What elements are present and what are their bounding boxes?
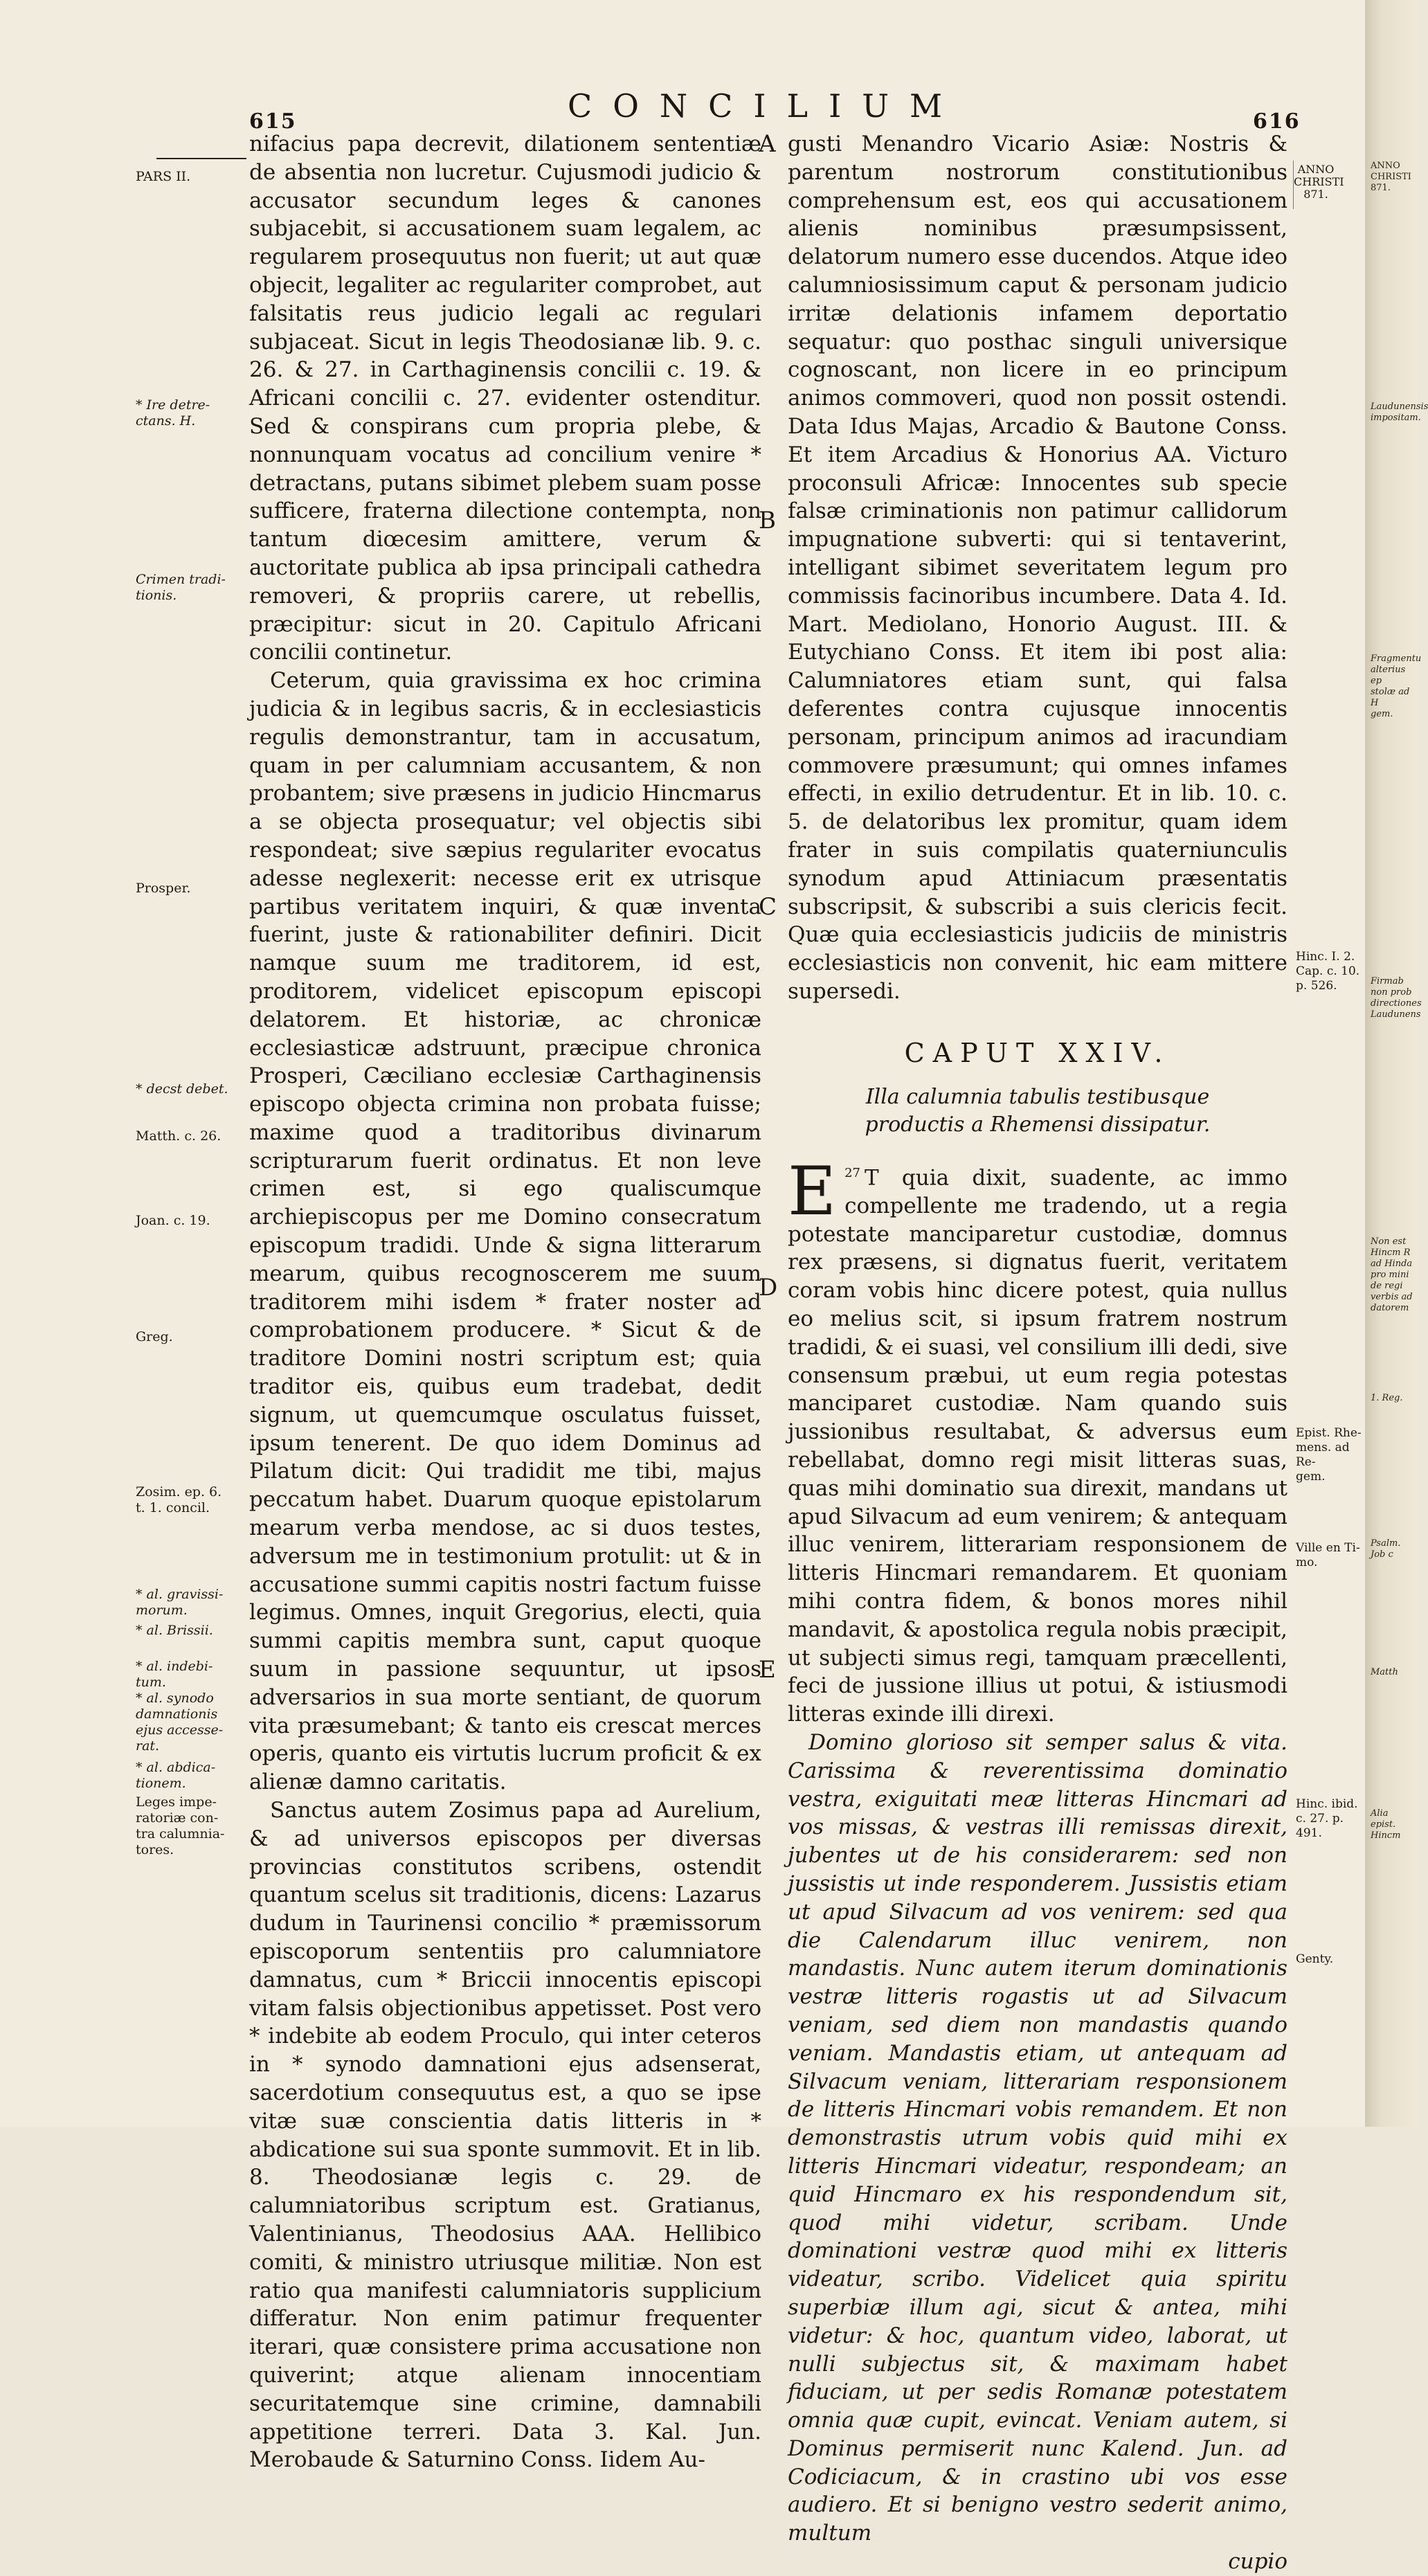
margin-note: Ville en Ti- mo. xyxy=(1296,1541,1360,1569)
chapter-heading: CAPUT XXIV. xyxy=(904,1037,1171,1068)
running-title: CONCILIUM xyxy=(568,87,964,125)
margin-note: * Ire detre- ctans. H. xyxy=(136,397,210,429)
anno-christi-box: ANNO CHRISTI 871. xyxy=(1293,161,1338,209)
margin-note: Matth xyxy=(1371,1667,1398,1677)
margin-note: Zosim. ep. 6. t. 1. concil. xyxy=(136,1484,222,1515)
paragraph xyxy=(788,1152,1287,1729)
paragraph: gusti Menandro Vicario Asiæ: Nostris & parentum nostrorum constitutionibus comprehensum est, eos qui accusationem alienis nominibus præsumpsissent, delatorum numero esse ducendos. Atque ideo calumniosissimum caput & personam judicio irritæ delationis infamem deportatio sequatur: quo posthac singuli universique cognoscant, non licere in eo principum animos commoveri, quod non possit ostendi. Data Idus Majas, Arcadio & Bautone Conss. Et item Arcadius & Honorius AA. Victuro proconsuli Africæ: Innocentes sub specie falsæ criminationis non patimur callidorum impugnatione subverti: qui si tentaverint, intelligant sibimet severitatem legum pro commissis facinoribus incumbere. Data 4. Id. Mart. Mediolano, Honorio August. III. & Eutychiano Conss. Et item ibi post alia: Calumniatores etiam sunt, qui falsa deferentes contra cujusque innocentis personam, principum animos ad iracundiam commovere præsumunt; qui omnes infames effecti, in exilio detrudentur. Et in lib. 10. c. 5. de delatoribus lex promitur, quam idem frater in suis compilatis quaterniunculis synodum apud Attiniacum præsentatis subscripsit, & subscribi a suis clericis fecit. Quæ quia ecclesiasticis judiciis de ministris ecclesiasticis non convenit, hic eam mittere supersedi. xyxy=(788,132,1287,1004)
left-text-column xyxy=(249,130,761,2474)
margin-note: ANNO CHRISTI 871. xyxy=(1371,161,1411,193)
margin-note: Leges impe- ratoriæ con- tra calumnia- tores. xyxy=(136,1794,225,1857)
margin-note: Matth. c. 26. xyxy=(136,1128,222,1144)
margin-note: Firmab non prob directiones Laudunens xyxy=(1371,976,1422,1020)
margin-note: Crimen tradi- tionis. xyxy=(136,572,226,603)
margin-note: Non est Hincm R ad Hinda pro mini de regi verbis ad datorem xyxy=(1371,1236,1413,1313)
margin-note: Joan. c. 19. xyxy=(136,1213,210,1228)
letter-paragraph: Domino glorioso sit semper salus & vita. Carissima & reverentissima dominatio vestra, exiguitati meæ litteras Hincmari ad vos missas, & vestras illi remissas direxit, jubentes ut de his considerarem: sed non jussistis ut inde responderem. Jussistis etiam ut apud Silvacum ad vos venirem: sed qua die Calendarum illuc venirem, non mandastis. Nunc autem iterum dominationis vestræ litteris rogastis ut ad Silvacum veniam, sed diem non mandastis quando veniam. Mandastis etiam, ut antequam ad Silvacum veniam, litterariam responsionem de litteris Hincmari vobis remandem. Et non demonstrastis utrum vobis quid mihi ex litteris Hincmari videatur, respondeam; an quid Hincmaro ex his respondendum sit, quod mihi videtur, scribam. Unde dominationi vestræ quod mihi ex litteris videatur, scribo. Videlicet quia spiritu superbiæ illum agi, sicut & antea, mihi videtur: & hoc, quantum video, laborat, ut nulli subjectus sit, & maximam habet fiduciam, ut per sedis Romanæ potestatem omnia quæ cupit, evincat. Veniam autem, si Dominus permiserit nunc Kalend. Jun. ad Codiciacum, & in crastino ubi vos esse audiero. Et si benigno vestro sederit animo, multum xyxy=(788,1729,1287,2546)
margin-note: * decst debet. xyxy=(136,1081,228,1097)
section-letter: D xyxy=(759,1274,778,1301)
header-rule xyxy=(156,158,246,159)
margin-note: Fragmentu alterius ep stolæ ad H gem. xyxy=(1371,654,1422,719)
paragraph: Ceterum, quia gravissima ex hoc crimina judicia & in legibus sacris, & in ecclesiasticis regulis demonstrantur, tam in accusatum, quam in per calumniam accusantem, & non probantem; sive præsens in judicio Hincmarus a se objecta prosequatur; vel objectis sibi respondeat; sive sæpius regulariter evocatus adesse neglexerit: necesse erit ex utrisque partibus veritatem inquiri, & quæ inventa fuerint, juste & rationabiliter definiri. Dicit namque suum me traditorem, id est, proditorem, videlicet episcopum episcopi delatorem. Et historiæ, ac chronicæ ecclesiasticæ adstruunt, præcipue chronica Prosperi, Cæciliano ecclesiæ Carthaginensis episcopo objecta crimina non probata fuisse; maxime quod a traditoribus divinarum scripturarum fuerit ordinatus. Et non leve crimen est, si ego qualiscumque archiepiscopus per me Domino consecratum episcopum tradidi. Unde & signa litterarum mearum, quibus recognoscerem me suum traditorem mihi isdem * frater noster ad comprobationem producere. * Sicut & de traditore Domini nostri scriptum est; quia traditor eis, quibus eum tradebat, dedit signum, ut quemcumque osculatus fuisset, ipsum tenerent. De quo idem Dominus ad Pilatum dicit: Qui tradidit me tibi, majus peccatum habet. Duarum quoque epistolarum mearum verba mendose, ac si duos testes, adversum me in testimonium protulit: ut & in accusatione summi capitis nostri factum fuisse legimus. Omnes, inquit Gregorius, electi, quia summi capitis membra sunt, caput quoque suum in passione sequuntur, ut ipsos adversarios in sua morte sentiant, de quorum vita præsumebant; & tanto eis crescat merces operis, quanto eis virtutis lucrum proficit & ex alienæ damno caritatis. xyxy=(249,668,761,1795)
margin-note: * al. abdica- tionem. xyxy=(136,1760,216,1791)
paragraph: Sanctus autem Zosimus papa ad Aurelium, & ad universos episcopos per diversas provincias constitutos scribens, ostendit quantum scelus sit traditionis, dicens: Lazarus dudum in Taurinensi concilio * præmissorum episcoporum sententiis pro calumniatore damnatus, cum * Briccii innocentis episcopi vitam falsis objectionibus appetisset. Post vero * indebite ab eodem Proculo, qui inter ceteros in * synodo damnationi ejus adsenserat, sacerdotium consequutus est, a quo se ipse vitæ suæ conscientia datis litteris in * abdicatione sui sua sponte summovit. Et in lib. 8. Theodosianæ legis c. 29. de calumniatoribus scriptum est. Gratianus, Valentinianus, Theodosius AAA. Hellibico comiti, & ministro utriusque militiæ. Non est ratio qua manifesti calumniatoris supplicium differatur. Non enim patimur frequenter iterari, quæ consistere prima accusatione non quiverint; atque alienam innocentiam securitatemque sine crimine, damnabili appetitione terreri. Data 3. Kal. Jun. Merobaude & Saturnino Conss. Iidem Au- xyxy=(249,1798,761,2473)
facing-page-edge xyxy=(1371,0,1428,2127)
paragraph: nifacius papa decrevit, dilationem sententiæ de absentia non lucretur. Cujusmodi judicio & accusator secundum leges & canones subjacebit, si accusationem suam legalem, ac regularem prosequutus non fuerit; ut aut quæ objecit, legaliter ac regulariter comprobet, aut falsitatis reus judicio legali ac regulari subjaceat. Sicut in legis Theodosianæ lib. 9. c. 26. & 27. in Carthaginensis concilii c. 19. & Africani concilii c. 27. evidenter ostenditur. Sed & conspirans cum propria plebe, & nonnunquam vocatus ad concilium venire * detractans, putans sibimet plebem suam posse sufficere, fraterna dilectione contempta, non tantum diœcesim amittere, verum & auctoritate publica ab ipsa principali cathedra removeri, & propriis carere, ut rebellis, præcipitur: sicut in 20. Capitulo Africani concilii continetur. xyxy=(249,132,761,665)
margin-note: Hinc. I. 2. Cap. c. 10. p. 526. xyxy=(1296,950,1360,993)
paragraph-text: T quia dixit, suadente, ac immo compellente me tradendo, ut a regia potestate manciparetur custodiæ, domnus rex præsens, si dignatus fuerit, veritatem coram vobis hinc dicere potest, quia nullus eo melius scit, si ipsum fratrem nostrum tradidi, & ei suasi, vel consilium illi dedi, sive consensum præbui, ut eum regia potestas manciparet custodiæ. Nam quando suis jussionibus resultabat, & adversus eum rebellabat, domno regi misit litteras suas, quas mihi dominatio sua direxit, mandans ut apud Silvacum ad eum venirem; & antequam illuc venirem, litterariam responsionem de litteris Hincmari remandarem. Et quoniam mihi contra fidem, & bonos mores nihil mandavit, & apostolica regula nobis præcipit, ut subjecti simus regi, tamquam præcellenti, feci de jussione illius ut potui, & istiusmodi litteras exinde illi direxi. xyxy=(788,1165,1287,1727)
margin-note: * al. synodo damnationis ejus accesse- rat. xyxy=(136,1691,224,1754)
drop-capital: E xyxy=(788,1152,837,1230)
margin-note: Epist. Rhe- mens. ad Re- gem. xyxy=(1296,1426,1362,1484)
page-number-right: 616 xyxy=(1253,109,1301,134)
section-number: 27 xyxy=(844,1165,860,1180)
margin-note: * al. indebi- tum. xyxy=(136,1659,213,1690)
section-letter: B xyxy=(759,507,776,534)
margin-note: Prosper. xyxy=(136,881,191,896)
right-text-column xyxy=(788,130,1287,2576)
margin-note: Greg. xyxy=(136,1329,173,1344)
catchword: cupio xyxy=(1228,2549,1287,2575)
margin-note: * al. Brissii. xyxy=(136,1623,213,1638)
margin-note: * al. gravissi- morum. xyxy=(136,1587,224,1618)
chapter-summary: Illa calumnia tabulis testibusque productis a Rhemensi dissipatur. xyxy=(865,1084,1211,1137)
page-number-left: 615 xyxy=(249,109,297,134)
section-letter: A xyxy=(759,130,776,158)
section-letter: E xyxy=(759,1656,776,1684)
margin-note: Laudunensis impositam. xyxy=(1371,402,1428,423)
margin-note: Psalm. Job c xyxy=(1371,1538,1401,1560)
margin-note: Alia epist. Hincm xyxy=(1371,1808,1401,1841)
margin-note: PARS II. xyxy=(136,169,191,184)
margin-note: Hinc. ibid. c. 27. p. 491. xyxy=(1296,1797,1358,1840)
page-header xyxy=(249,82,1301,134)
margin-note: 1. Reg. xyxy=(1371,1393,1403,1403)
section-letter: C xyxy=(759,893,777,921)
margin-note: Genty. xyxy=(1296,1952,1334,1966)
